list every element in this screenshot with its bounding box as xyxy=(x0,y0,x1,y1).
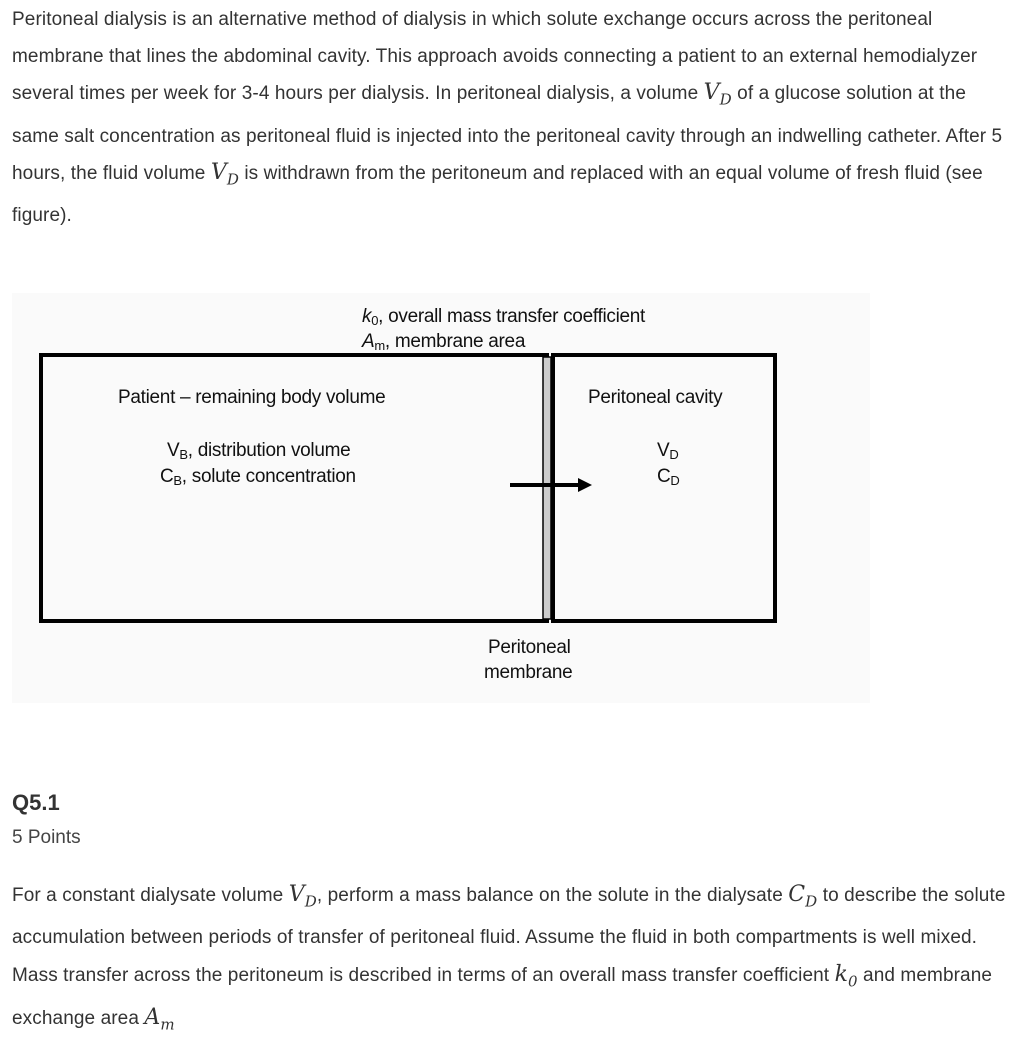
membrane-label-1: Peritoneal xyxy=(488,637,571,658)
k0-label: $k_0$, overall mass transfer coefficient xyxy=(362,306,646,328)
membrane-label-2: membrane xyxy=(484,662,573,683)
dialysis-figure xyxy=(12,293,870,703)
vd-label: $V_D$ xyxy=(657,440,679,462)
cd-label: $C_D$ xyxy=(657,466,680,488)
cb-label: $C_B$, solute concentration xyxy=(160,466,356,488)
cavity-title: Peritoneal cavity xyxy=(588,387,723,408)
math-vd: $V_D$ xyxy=(210,160,239,189)
patient-title: Patient – remaining body volume xyxy=(118,387,386,408)
question-points: 5 Points xyxy=(12,827,81,848)
vb-label: $V_B$, distribution volume xyxy=(167,440,351,462)
intro-paragraph: Peritoneal dialysis is an alternative method of dialysis in which solute exchange occurs across the peritoneal membrane that lines the abdominal cavity. This approach avoids connecting a patient to an external hemodialyzer several times per week for 3-4 hours per dialysis. In peritoneal dialysis, a volume $V_D$ of a glucose solution at the same salt concentration as peritoneal fluid is injected into the peritoneal cavity through an indwelling catheter. After 5 hours, the fluid volume $V_D$ is withdrawn from the peritoneum and replaced with an equal volume of fresh fluid (see figure). xyxy=(12,9,1003,227)
question-text: For a constant dialysate volume $V_D$, perform a mass balance on the solute in the dialysate $C_D$ to describe the solute accumulation between periods of transfer of peritoneal fluid. Assume the fluid in both compartments is well mixed. Mass transfer across the peritoneum is described in terms of an overall mass transfer coefficient $k_0$ and membrane exchange area $A_m$ xyxy=(12,882,1006,1034)
peritoneal-membrane xyxy=(543,357,551,619)
am-label: $A_m$, membrane area xyxy=(362,331,526,353)
arrow-head-icon xyxy=(578,478,592,492)
math-vd: $V_D$ xyxy=(703,80,732,109)
question-title: Q5.1 xyxy=(12,790,60,815)
